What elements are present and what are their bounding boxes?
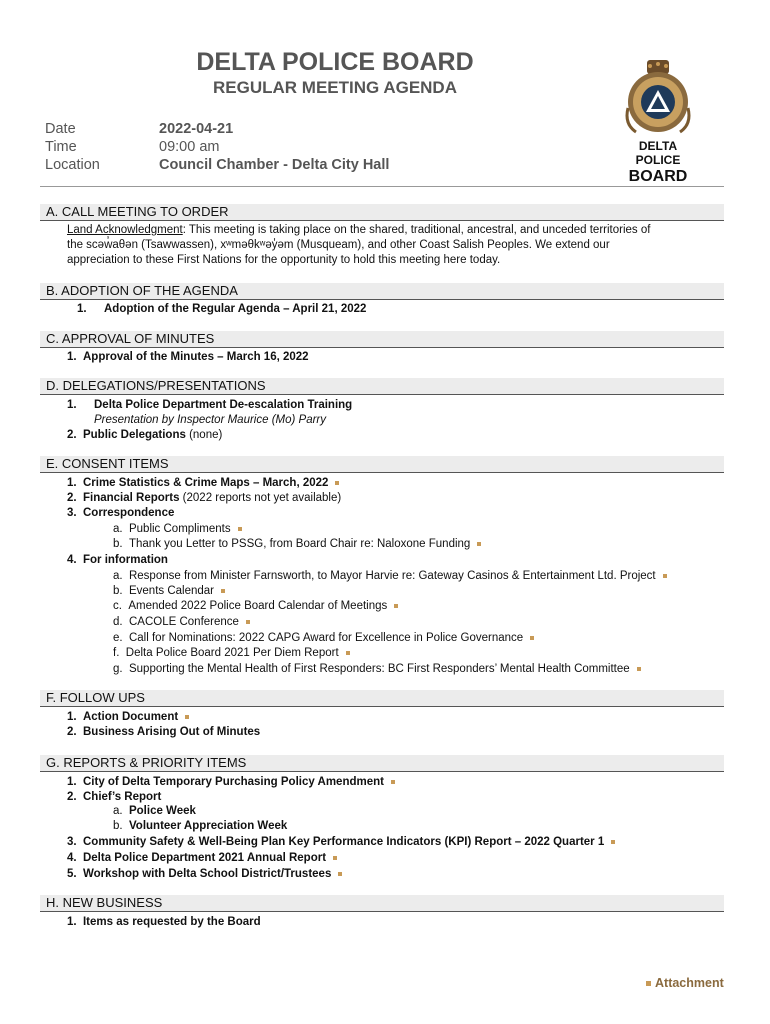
crest-police-text: POLICE xyxy=(635,153,681,167)
agenda-item-e4: 4. For information xyxy=(67,554,168,566)
agenda-item-c1: 1. Approval of the Minutes – March 16, 2022 xyxy=(67,351,309,363)
agenda-item-g5: 5. Workshop with Delta School District/Trustees xyxy=(67,867,342,881)
agenda-item-f2: 2. Business Arising Out of Minutes xyxy=(67,726,261,738)
agenda-item-g1: 1. City of Delta Temporary Purchasing Policy Amendment xyxy=(67,775,395,789)
agenda-item-e4f: f. Delta Police Board 2021 Per Diem Report xyxy=(113,646,350,660)
date-value: 2022-04-21 xyxy=(159,121,234,137)
land-acknowledgment-line-2: the scəw̓aθən (Tsawwassen), xʷməθkʷəy̓əm (Musqueam), and other Coast Salish Peoples. We extend our xyxy=(67,239,610,251)
section-d-title: D. DELEGATIONS/PRESENTATIONS xyxy=(46,378,266,393)
section-a-title: A. CALL MEETING TO ORDER xyxy=(46,204,229,219)
attachment-marker xyxy=(530,636,534,640)
board-title: DELTA POLICE BOARD xyxy=(196,48,474,76)
land-acknowledgment-label: Land Acknowledgment xyxy=(67,224,183,236)
attachment-marker xyxy=(637,667,641,671)
agenda-item-f1: 1. Action Document xyxy=(67,710,189,724)
attachment-marker xyxy=(394,604,398,608)
agenda-item-e3a: a. Public Compliments xyxy=(113,522,242,536)
section-h-title: H. NEW BUSINESS xyxy=(46,895,163,910)
land-acknowledgment-line-1: Land Acknowledgment: This meeting is taking place on the shared, traditional, ancestral, and unceded territories of xyxy=(67,224,651,236)
location-label: Location xyxy=(45,157,100,173)
section-g-title: G. REPORTS & PRIORITY ITEMS xyxy=(46,755,247,770)
section-f-header xyxy=(40,690,724,707)
agenda-item-b1-number: 1. xyxy=(77,303,87,315)
agenda-item-e4e: e. Call for Nominations: 2022 CAPG Award for Excellence in Police Governance xyxy=(113,631,534,645)
section-h-header xyxy=(40,895,724,912)
attachment-marker xyxy=(477,542,481,546)
attachment-marker xyxy=(391,780,395,784)
agenda-item-h1: 1. Items as requested by the Board xyxy=(67,916,261,928)
attachment-marker xyxy=(185,715,189,719)
section-e-title: E. CONSENT ITEMS xyxy=(46,456,169,471)
attachment-marker xyxy=(246,620,250,624)
section-e-header xyxy=(40,456,724,473)
section-d-header xyxy=(40,378,724,395)
agenda-item-d2: 2. Public Delegations (none) xyxy=(67,429,223,441)
agenda-item-g2b: b. Volunteer Appreciation Week xyxy=(113,820,288,832)
agenda-item-e4c: c. Amended 2022 Police Board Calendar of Meetings xyxy=(113,599,398,613)
agenda-item-d1-number: 1. xyxy=(67,399,77,411)
agenda-item-e3b: b. Thank you Letter to PSSG, from Board Chair re: Naloxone Funding xyxy=(113,537,481,551)
agenda-subtitle: REGULAR MEETING AGENDA xyxy=(213,78,457,97)
section-f-title: F. FOLLOW UPS xyxy=(46,690,145,705)
delta-police-board-crest-logo xyxy=(620,58,696,184)
agenda-item-e4b: b. Events Calendar xyxy=(113,584,225,598)
agenda-item-e3: 3. Correspondence xyxy=(67,507,175,519)
attachment-legend-marker xyxy=(646,981,651,986)
agenda-item-d1: Delta Police Department De-escalation Training xyxy=(94,399,353,411)
location-value: Council Chamber - Delta City Hall xyxy=(159,157,390,173)
attachment-marker xyxy=(611,840,615,844)
agenda-item-g3: 3. Community Safety & Well-Being Plan Key Performance Indicators (KPI) Report – 2022 Quarter 1 xyxy=(67,835,615,849)
time-value: 09:00 am xyxy=(159,139,220,155)
attachment-marker xyxy=(238,527,242,531)
section-a-header xyxy=(40,204,724,221)
crest-delta-text: DELTA xyxy=(638,139,678,153)
agenda-item-b1: Adoption of the Regular Agenda – April 21, 2022 xyxy=(104,303,367,315)
header-divider xyxy=(40,186,724,187)
agenda-item-g2: 2. Chief’s Report xyxy=(67,791,162,803)
agenda-item-g4: 4. Delta Police Department 2021 Annual Report xyxy=(67,851,337,865)
section-g-header xyxy=(40,755,724,772)
attachment-marker xyxy=(338,872,342,876)
attachment-marker xyxy=(663,574,667,578)
date-label: Date xyxy=(45,121,76,137)
crest-board-text: BOARD xyxy=(628,168,688,184)
agenda-item-e1: 1. Crime Statistics & Crime Maps – March, 2022 xyxy=(67,476,339,490)
time-label: Time xyxy=(45,139,77,155)
attachment-marker xyxy=(346,651,350,655)
section-c-header xyxy=(40,331,724,348)
agenda-item-e2: 2. Financial Reports (2022 reports not yet available) xyxy=(67,492,342,504)
agenda-item-e4g: g. Supporting the Mental Health of First Responders: BC First Responders’ Mental Health Committee xyxy=(113,662,641,676)
agenda-item-g2a: a. Police Week xyxy=(113,805,196,817)
attachment-legend-label: Attachment xyxy=(655,976,724,990)
attachment-marker xyxy=(221,589,225,593)
attachment-legend xyxy=(646,976,724,990)
land-acknowledgment-line-3: appreciation to these First Nations for the opportunity to hold this meeting here today. xyxy=(67,254,501,266)
agenda-item-e4a: a. Response from Minister Farnsworth, to Mayor Harvie re: Gateway Casinos & Entertainment Ltd. Project xyxy=(113,569,667,583)
agenda-item-d1-presenter: Presentation by Inspector Maurice (Mo) Parry xyxy=(94,414,327,426)
section-b-header xyxy=(40,283,724,300)
attachment-marker xyxy=(333,856,337,860)
agenda-item-e4d: d. CACOLE Conference xyxy=(113,615,250,629)
attachment-marker xyxy=(335,481,339,485)
section-c-title: C. APPROVAL OF MINUTES xyxy=(46,331,215,346)
section-b-title: B. ADOPTION OF THE AGENDA xyxy=(46,283,238,298)
